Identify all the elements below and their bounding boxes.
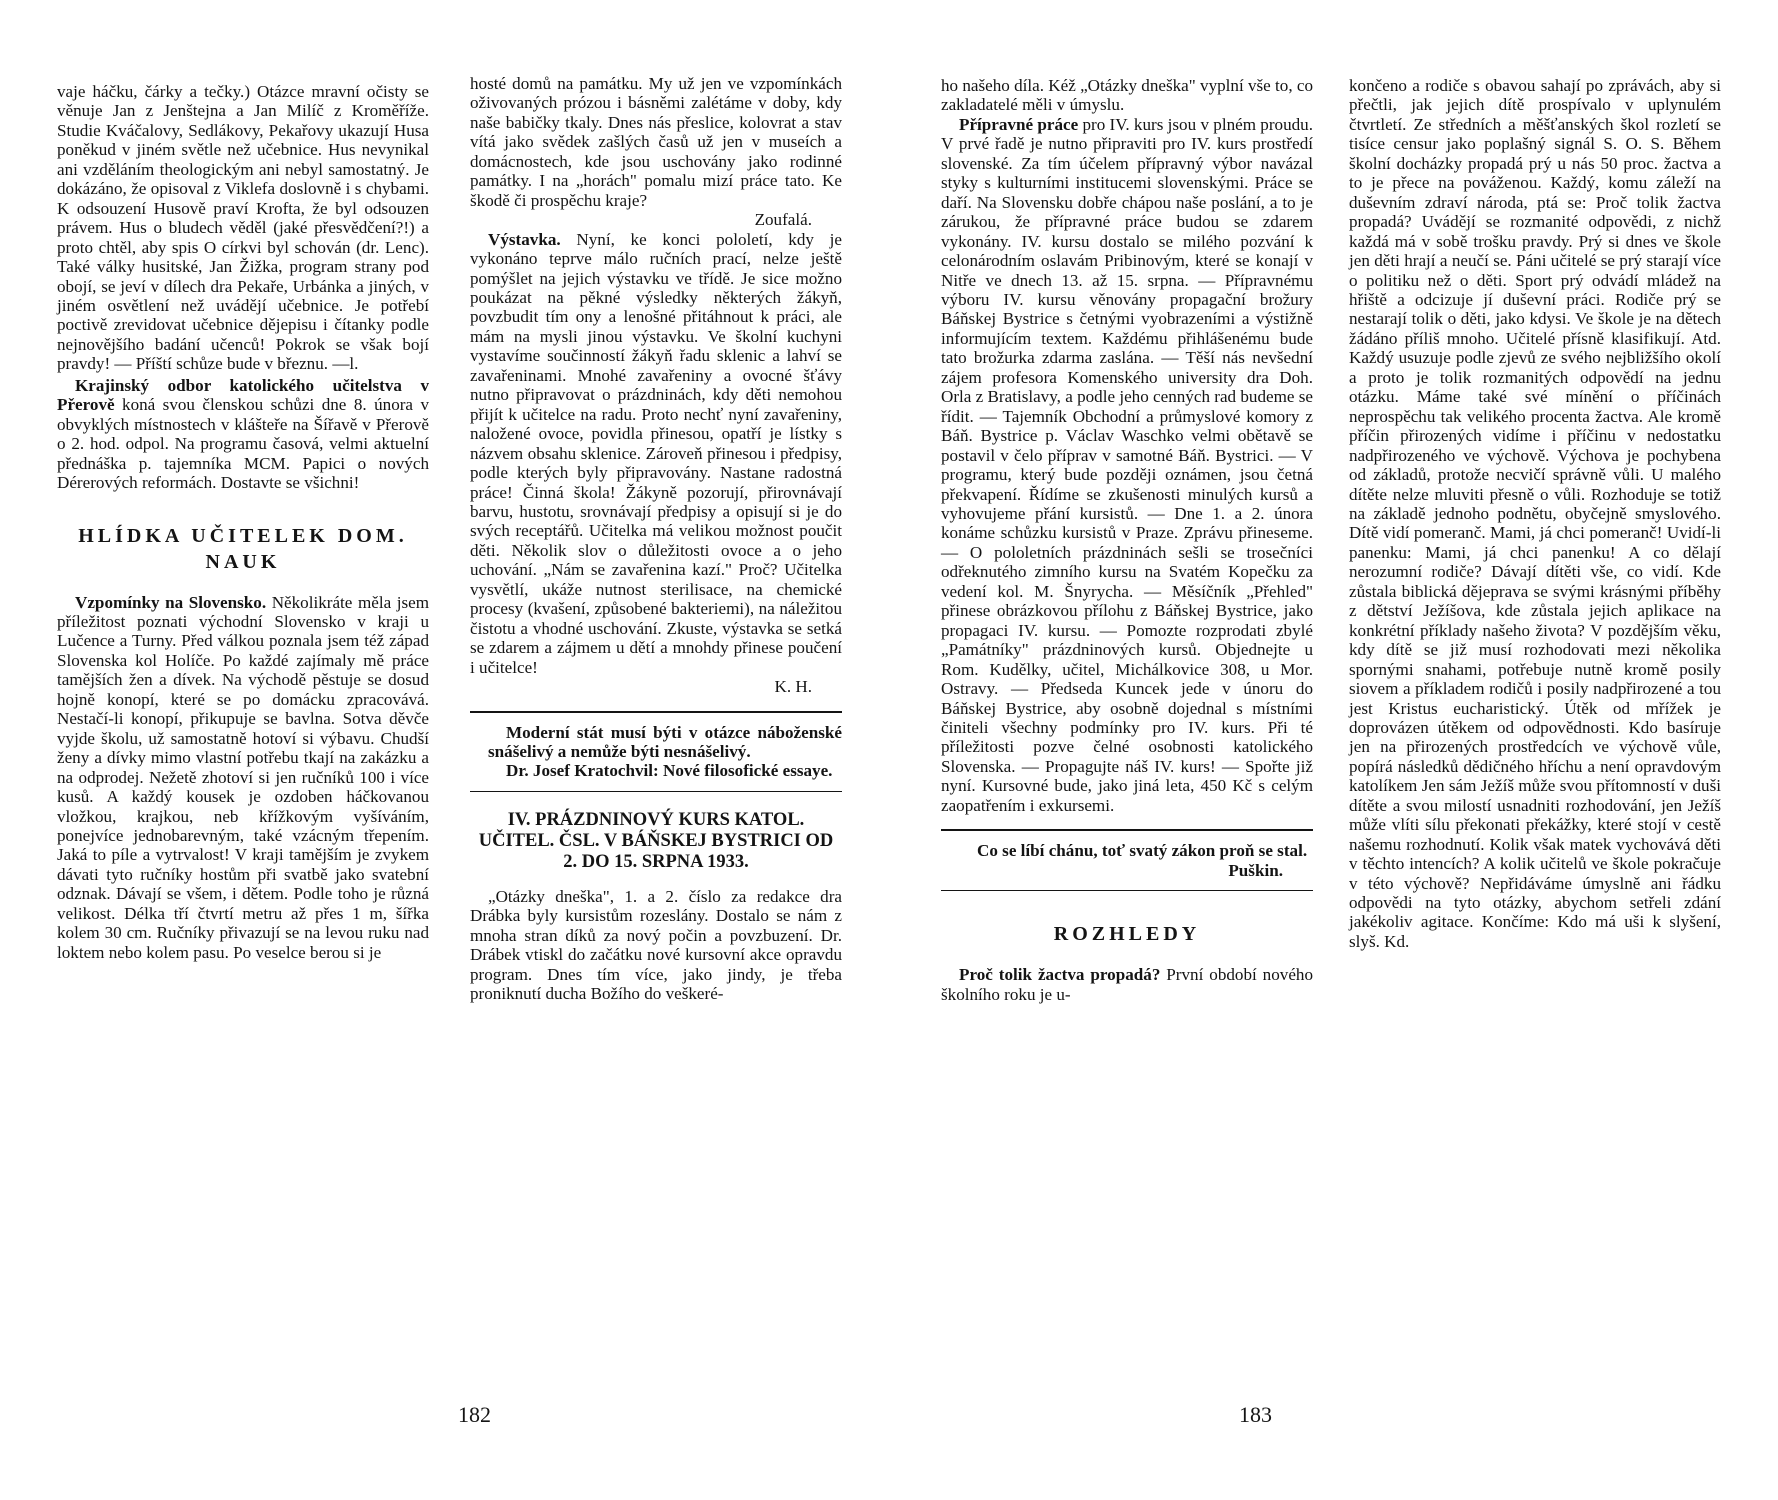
- article-body: pro IV. kurs jsou v plném proudu. V prvé řadě je nutno připraviti pro IV. kurs prostředí slovenské. Za tím účelem přípravný výbor navázal styky s kulturními institucemi slovenskými. Práce se daří. Na Slovensku dobře chápou naše poslání, a to je zárukou, že přípravné práce budou se zdarem vykonány. IV. kursu dostalo se milého pozvání k celonárodním oslavám Pribinovým, které se konají v Nitře ve dnech 13. až 15. srpna. — Přípravnému výboru IV. kursu věnovány propagační brožury Báňskej Bystrice s četnými vyobrazeními a výstižně informujícím textem. Každému přihlášenému bude tato brožurka zdarma zaslána. — Těší nás nevšední zájem profesora Komenského university dra Doh. Orla z Bratislavy, a podle jeho cenných rad budeme se řídit. — Tajemník Obchodní a průmyslové komory z Báň. Bystrice p. Václav Waschko velmi obětavě se postavil v čelo příprav v samotné Báň. Bystrici. — V programu, který bude později oznámen, jsou četná překvapení. Řídíme se zkušenosti minulých kursů a vyhovujeme přání kursistů. — Dne 1. a 2. února konáme schůzku kursistů v Praze. Zprávu přineseme. — O pololetních prázdninách sešli se trosečníci odřeknutého zimního kursu na Svatém Kopečku za vedení kol. M. Šnyrycha. — Měsíčník „Přehled" přinese obrázkovou přílohu z Báňskej Bystrice, jako propagaci IV. kursu. — Pomozte rozprodati zbylé „Památníky" prázdninových kursů. Objednejte u Rom. Kudělky, učitel, Michálkovice 308, u Mor. Ostravy. — Předseda Kuncek jede v únoru do Báňskej Bystrice, aby osobně dojednal s místními činiteli všechny podmínky pro IV. kurs. Při té příležitosti pozve čelné osobnosti katolického Slovenska. — Propagujte náš IV. kurs! — Spořte již nyní. Kursovné bude, jako jiná leta, 450 Kč s celým zaopatřením i exkursemi.: [941, 114, 1313, 815]
- author-signoff: K. H.: [774, 677, 812, 697]
- article-paragraph: „Otázky dneška", 1. a 2. číslo za redakce dra Drábka byly kursistům rozeslány. Dostalo se nám z mnoha stran díků za nový počin a povzbuzení. Dr. Drábek vtiskl do začátku nové kursovní akce opravdu program. Dnes tím více, jako jindy, je třeba proniknutí ducha Božího do veškeré-: [470, 886, 842, 1004]
- page-right: [889, 0, 1778, 1500]
- left-column-2: [470, 74, 842, 1004]
- divider: [941, 829, 1313, 831]
- article-continuation: končeno a rodiče s obavou sahají po zprávách, aby si přečtli, jak jejich dítě prospívalo v uplynulém čtvrtletí. Ze středních a měšťanských škol rozletí se tisíce censur jako poplašný signál S. O. S. Během školní docházky propadá prý u nás 50 proc. žactva a to je přece na pováženou. Každý, komu záleží na duševním zdraví národa, ptá se: Proč tolik žactva propadá? Uvádějí se rozmanité odpovědi, z nichž každá má v sobě trošku pravdy. Prý si dnes ve škole jen děti hrají a neučí se. Páni učitelé se prý starají více o politiku než o děti. Sport prý odvádí mládež na hřiště a odcizuje jí duševní práci. Rodiče prý se nestarají tolik o děti, jako kdysi. Ve škole je na dětech žádáno příliš mnoho. Učitelé přísně klasifikují. Atd. Každý usuzuje podle zjevů ze svého nejbližšího okolí a proto je tolik rozmanitých odpovědí na jednu otázku. Máme také své mínění o příčinách neprospěchu tak velikého procenta žactva. Ale kromě příčin přirozených vidíme i příčinu v nedostatku nadpřirozeného ve výchově. Výchova je pochybena od základů, protože necvičí správně vůli. U malého dítěte nelze mluviti přesně o vůli. Rozhoduje se totiž na základě jednoho podnětu, obyčejně smyslového. Dítě vidí pomeranč. Mami, já chci pomeranč! Uvidí-li panenku: Mami, já chci panenku! A co dělají nerozumní rodiče? Dávají dítěti vše, co vidí. Kde zůstala biblická dějeprava se svými krásnými příběhy z dětství Ježíšova, kde zůstala jejich aplikace na konkrétní příklady našeho života? V pozdějším věku, kdy dítě se již musí rozhodovati mezi několika spornými snahami, potřebuje nutně kromě posily siovem a příkladem rodičů i posily nadpřirozené a tou jest Kristus eucharistický. Útěk od mřížek je doprovázen útěkem od odpovědnosti. Kdo basíruje jen na přirozených prostředcích ve výchově vůle, popírá následků dědičného hříchu a není opravdovým katolíkem Jen sám Ježíš může svou přítomností v duši dítěte a svou milostí usnadniti rozhodování, jen Ježíš může vlíti sílu překonati překážky, které stojí v cestě našemu rozhodnutí. Kolik však matek vychovává děti v těchto intencích? A kolik učitelů ve škole pokračuje v této výchově? Nepřidáváme úmyslně ani řádku odpovědi na tyto otázky, abychom setřeli zdání jakékoliv agitace. Končíme: Kdo má uši k slyšení, slyš. Kd.: [1349, 76, 1721, 951]
- right-column-1: [941, 76, 1313, 1004]
- section-title: ROZHLEDY: [1053, 923, 1201, 946]
- course-title: IV. PRÁZDNINOVÝ KURS KATOL. UČITEL. ČSL. V BÁŇSKEJ BYSTRICI OD 2. DO 15. SRPNA 1933.: [478, 809, 834, 872]
- article-body: Několikráte měla jsem příležitost poznati východní Slovensko v kraji u Lučence a Turny. Před válkou poznala jsem též západ Slovenska kol Holíče. Po každé zajímaly mě práce tamějších žen a dívek. Na východě pěstuje se dosud hojně konopí, které se po domácku zpracovává. Nestačí-li konopí, přikupuje se bavlna. Sotva děvče vyjde školu, už samostatně hotoví si výbavu. Chudší ženy a dívky mimo vlastní potřebu tkají na zakázku a na odprodej. Nežetě zhotoví si jen ručníků 100 i více kusů. A každý kousek je ozdoben háčkovanou vložkou, krajkou, neb křížkovým vyšíváním, ponejvíce jednobarevným, také vzácným třepením. Jaká to píle a vytrvalost! V kraji tamějším je zvykem dávati tyto ručníky hostům při svatbě jako svatební odznak. Dávají se všem, i dětem. Podle toho je různá velikost. Délka tří čtvrtí metru až přes 1 m, šířka kolem 30 cm. Ručníky přivazují se na levou ruku nad loktem nebo kolem pasu. Po veselce berou si je: [57, 592, 430, 962]
- article-paragraph: [941, 965, 1313, 1004]
- divider: [470, 711, 842, 713]
- article-continuation: ho našeho díla. Kéž „Otázky dneška" vyplní vše to, co zakladatelé měli v úmyslu.: [941, 76, 1314, 115]
- left-column-1: [57, 82, 429, 962]
- page-number: 182: [458, 1402, 491, 1427]
- quote-source: Dr. Josef Kratochvil: Nové filosofické essaye.: [506, 761, 833, 781]
- article-paragraph: [941, 115, 1313, 815]
- quote-source: Puškin.: [1228, 860, 1283, 880]
- article-heading: Proč tolik žactva propadá?: [959, 965, 1161, 985]
- quote-text: Co se líbí chánu, toť svatý zákon proň se stal.: [977, 841, 1308, 861]
- article-paragraph: [470, 230, 842, 677]
- article-continuation: hosté domů na památku. My už jen ve vzpomínkách oživovaných prózou i básněmi zalétáme v doby, kdy naše babičky tkaly. Dnes nás přeslice, kolovrat a stav vítá jako svědek zašlých časů už jen v museích a domácnostech, kde jsou uschovány jako rodinné památky. I na „horách" pomalu mizí práce tato. Ke škodě či prospěchu kraje?: [470, 74, 842, 210]
- notice-paragraph: [57, 376, 429, 493]
- article-heading: Přípravné práce: [959, 114, 1079, 134]
- right-column-2: [1349, 76, 1721, 951]
- divider: [941, 890, 1313, 891]
- article-body: Nyní, ke konci pololetí, kdy je vykonáno teprve málo ručních prací, nelze ještě pomýšlet na jejich výstavku ve třídě. Je sice možno poukázat na pěkné výsledky některých žákyň, povzbudit tím ony a lenošné přitáhnout k práci, ale mám na mysli jinou výstavku. Ve školní kuchyni vystavíme součinností žákyň řadu sklenic a lahví se zavařeninami. Mnohé zavařeniny a ovocné šťávy nutno připravovat o prázdninách, kdy děti nemohou přijít k učitelce na radu. Proto nechť nyní zavařeniny, naložené ovoce, povidla přinesou, opatří je lístky s názvem obsahu sklenice. Zároveň přinesou i předpisy, podle kterých byly připravovány. Nastane radostná práce! Činná škola! Žákyně pozorují, přirovnávají barvu, hustotu, srovnávají předpisy a opisují si je do svých receptářů. Učitelka má velikou možnost poučit děti. Několik slov o důležitosti ovoce a o jeho uchování. „Nám se zavařenina kazí." Proč? Učitelka vysvětlí, ukáže nutnost sterilisace, na chemické procesy (kvašení, způsobené bakteriemi), na náležitou čistotu a vhodné uschování. Zkuste, výstavka se setká se zdarem a zájmem u dětí a mnohdy přinese poučení i učitelce!: [470, 229, 842, 677]
- article-heading: Výstavka.: [488, 229, 561, 249]
- page-number: 183: [1239, 1402, 1272, 1427]
- article-continuation: vaje háčku, čárky a tečky.) Otázce mravní očisty se věnuje Jan z Jenštejna a Jan Milíč z Kroměříže. Studie Kváčalovy, Sedlákovy, Pekařovy ukazují Husa poněkud v jiném světle než učebnice. Hus nevynikal ani vzděláním theologickým ani nebyl samostatný. Je dokázáno, že opisoval z Viklefa doslovně i s chybami. K odsouzení Husově praví Krofta, že byl odsouzen právem. Hus o bludech věděl (jaké přesvědčení?!) a proto chtěl, aby spis O církvi byl schován (dr. Lenc). Také války husitské, Jan Žižka, program strany pod obojí, se jeví v dílech dra Pekaře, Urbánka a jiných, v jiném osvětlení než uvádějí učebnice. Je potřebí poctivě zrevidovat učebnice dějepisu i čítanky podle nejnovějšího badání učenců! Pokrok se však bojí pravdy! — Příští schůze bude v březnu. —l.: [57, 82, 429, 374]
- article-body: První období nového školního roku je u-: [941, 965, 1313, 1004]
- section-title: HLÍDKA UČITELEK DOM. NAUK: [78, 524, 408, 573]
- notice-heading: Krajinský odbor katolického učitelstva v Přerově: [57, 375, 429, 415]
- article-heading: Vzpomínky na Slovensko.: [75, 592, 267, 612]
- divider: [470, 791, 842, 792]
- notice-body: koná svou členskou schůzi dne 8. února v obvyklých místnostech v klášteře na Šířavě v Přerově o 2. hod. odpol. Na programu časová, velmi aktuelní přednáška p. tajemníka MCM. Papici o nových Dérerových reformách. Dostavte se všichni!: [57, 395, 429, 493]
- article-paragraph: [57, 593, 429, 963]
- quote-text: Moderní stát musí býti v otázce náboženské snášelivý a nemůže býti nesnášelivý.: [488, 722, 842, 761]
- author-signoff: Zoufalá.: [754, 210, 812, 230]
